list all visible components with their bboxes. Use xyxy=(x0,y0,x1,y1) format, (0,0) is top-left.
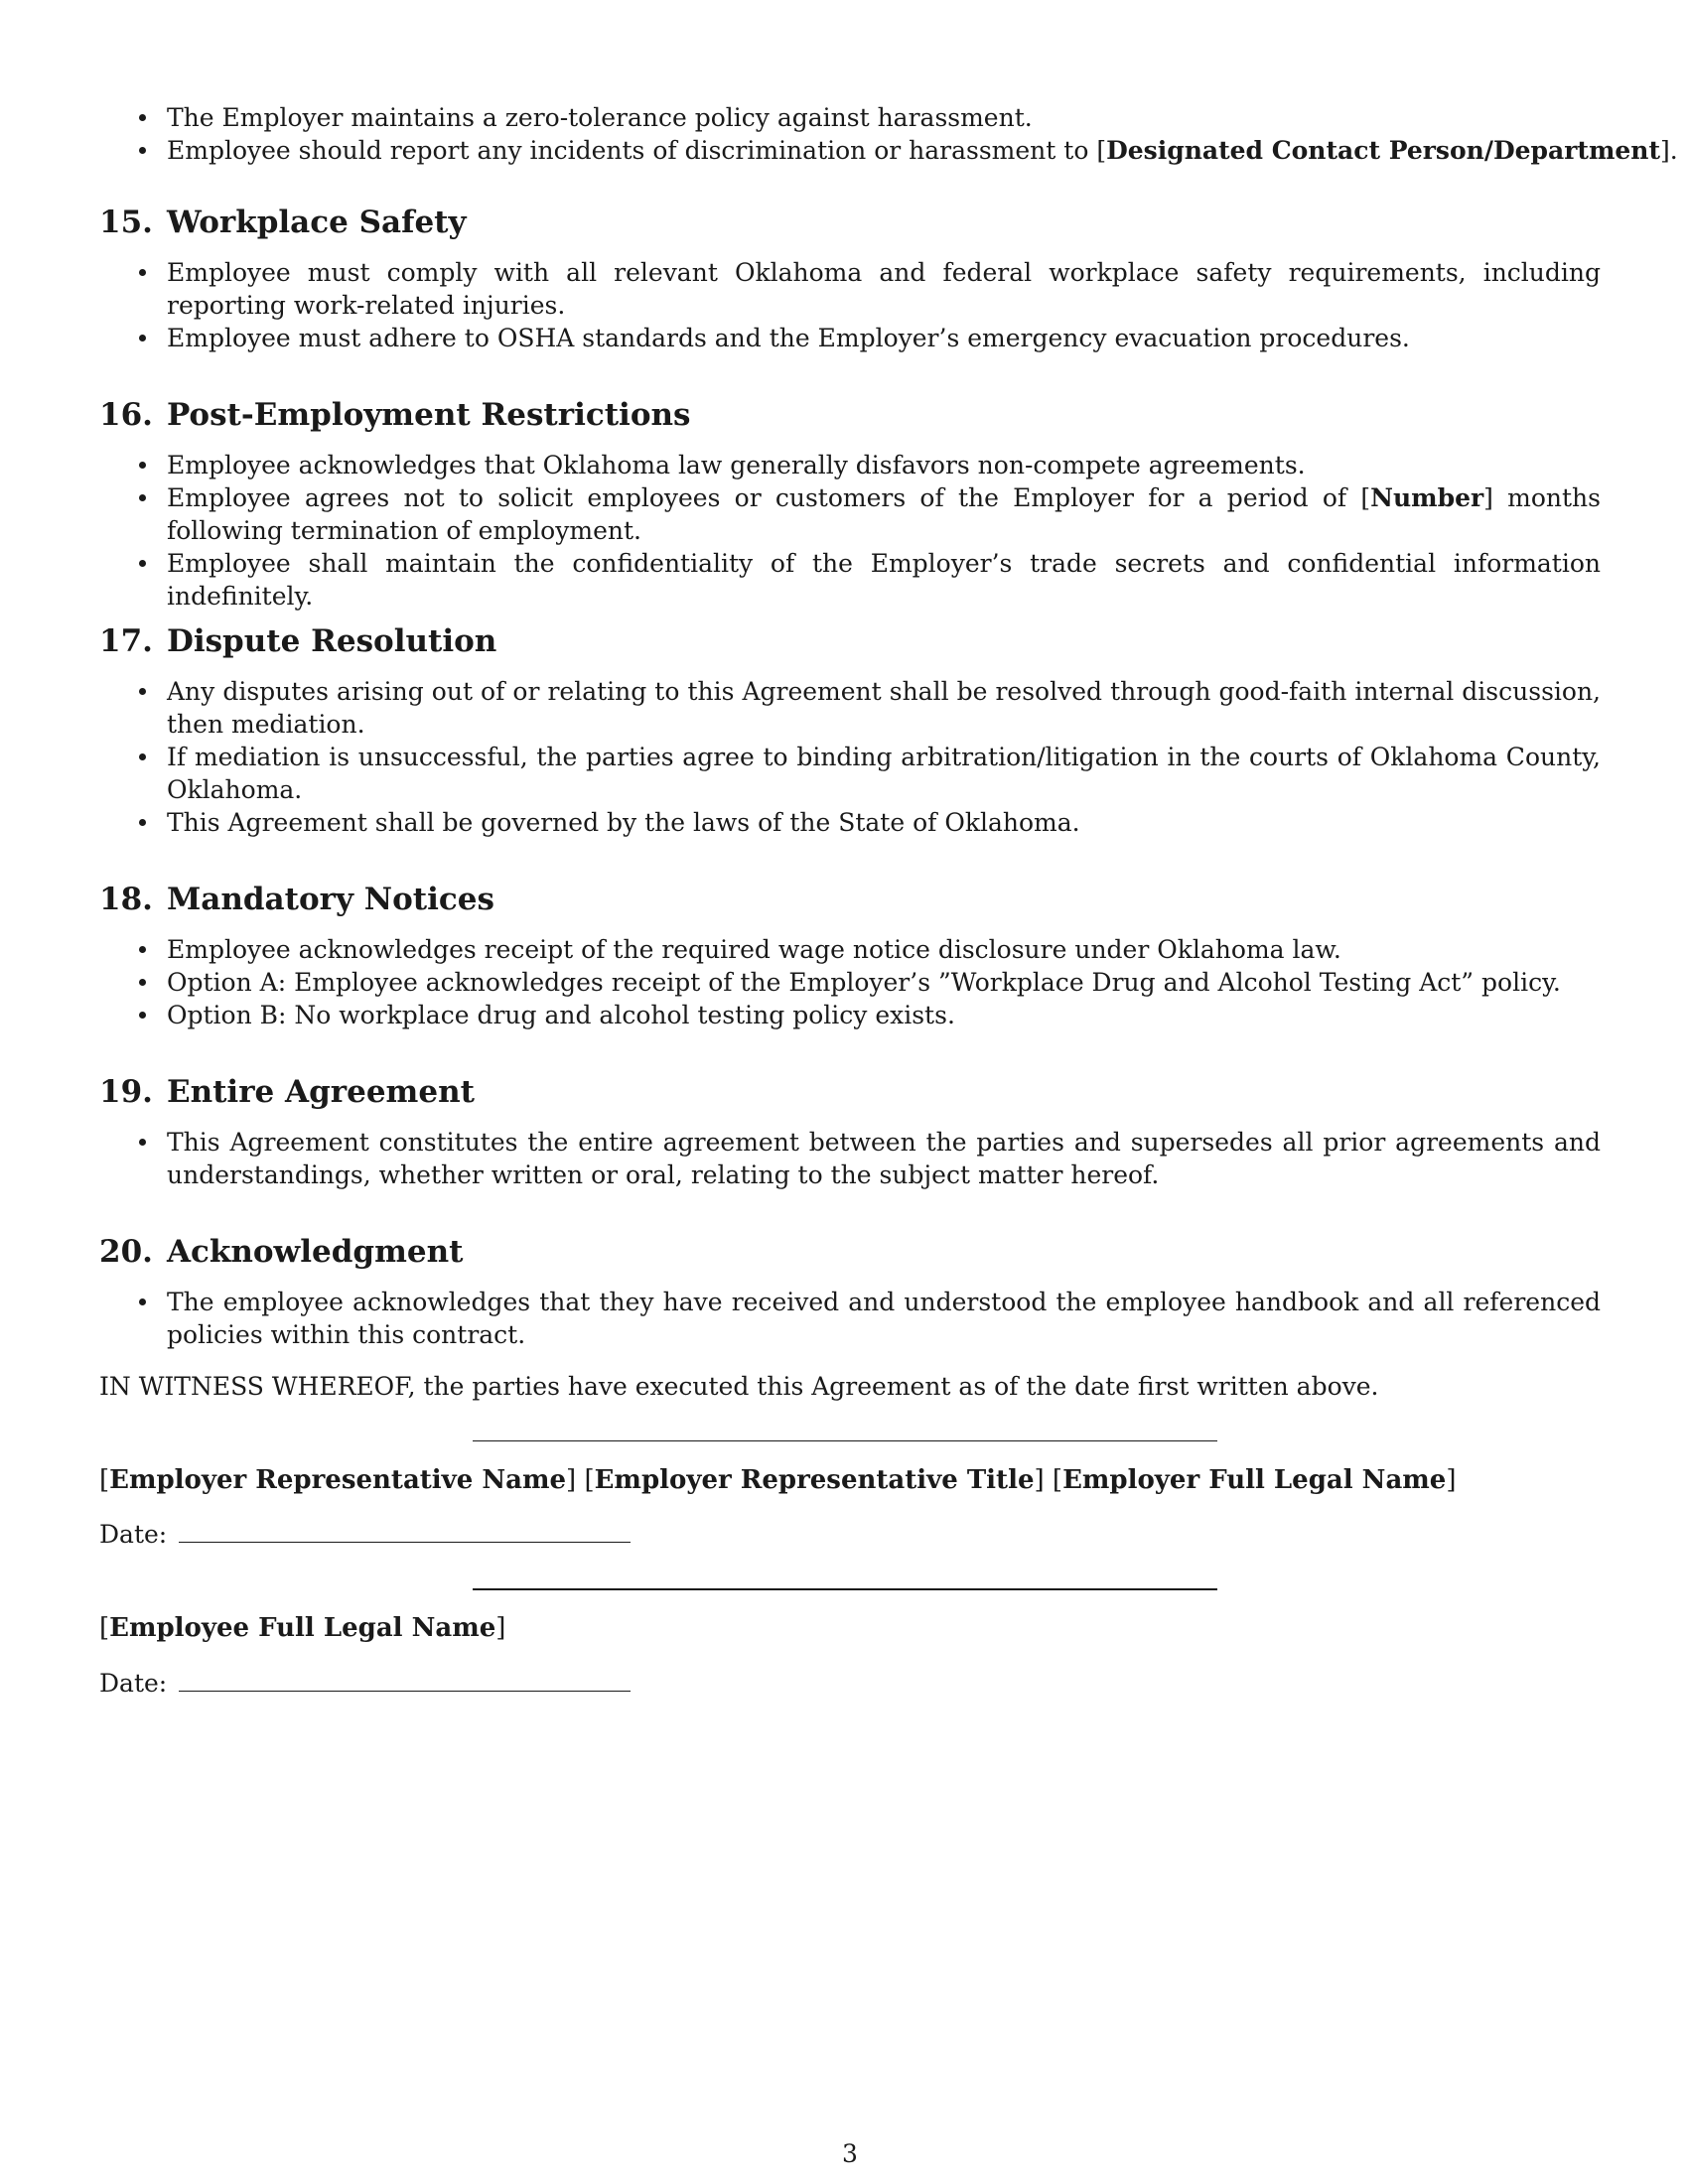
section-bullets xyxy=(99,256,1601,354)
employee-signature-line xyxy=(473,1588,1217,1590)
list-item: Employee shall maintain the confidentiality of the Employer’s trade secrets and confidential information indefinitely. xyxy=(99,547,1601,613)
section-bullets xyxy=(99,1126,1601,1191)
section-heading: 15. Workplace Safety xyxy=(99,205,467,240)
list-item: Option A: Employee acknowledges receipt of the Employer’s ”Workplace Drug and Alcohol Testing Act” policy. xyxy=(99,966,1601,999)
placeholder-field: Designated Contact Person/Department xyxy=(1106,136,1661,165)
list-item: This Agreement constitutes the entire agreement between the parties and supersedes all prior agreements and understandings, whether written or oral, relating to the subject matter hereof. xyxy=(99,1126,1601,1191)
section-heading: 19. Entire Agreement xyxy=(99,1074,475,1110)
section-heading: 17. Dispute Resolution xyxy=(99,623,497,659)
employer-rep-name: Employer Representative Name xyxy=(109,1465,567,1495)
placeholder-field: Number xyxy=(1370,483,1484,512)
harassment-bullets xyxy=(99,101,1678,167)
section-dispute-resolution xyxy=(99,621,1601,839)
section-workplace-safety xyxy=(99,203,1601,354)
section-heading: 20. Acknowledgment xyxy=(99,1234,464,1270)
list-item: This Agreement shall be governed by the laws of the State of Oklahoma. xyxy=(99,806,1601,839)
list-item: Employee must adhere to OSHA standards and the Employer’s emergency evacuation procedures. xyxy=(99,322,1601,354)
section-post-employment-restrictions xyxy=(99,395,1601,613)
list-item: The employee acknowledges that they have received and understood the employee handbook and all referenced policies within this contract. xyxy=(99,1286,1601,1351)
section-bullets xyxy=(99,1286,1601,1351)
date-label: Date: xyxy=(99,1520,168,1549)
list-item: If mediation is unsuccessful, the parties agree to binding arbitration/litigation in the courts of Oklahoma County, Oklahoma. xyxy=(99,741,1601,806)
list-item: The Employer maintains a zero-tolerance policy against harassment. xyxy=(99,101,1601,134)
list-item: Employee acknowledges that Oklahoma law generally disfavors non-compete agreements. xyxy=(99,449,1601,481)
section-acknowledgment xyxy=(99,1232,1601,1351)
employer-date-line xyxy=(179,1517,631,1543)
employer-signature-line xyxy=(473,1440,1217,1441)
employee-date-row xyxy=(99,1666,631,1700)
section-bullets xyxy=(99,449,1601,613)
list-item: Employee should report any incidents of discrimination or harassment to [Designated Contact Person/Department]. xyxy=(99,134,1601,167)
list-item: Employee agrees not to solicit employees or customers of the Employer for a period of [Number] months following termination of employment. xyxy=(99,481,1601,547)
section-entire-agreement xyxy=(99,1072,1601,1191)
page-number: 3 xyxy=(842,2139,858,2168)
list-item: Employee acknowledges receipt of the required wage notice disclosure under Oklahoma law. xyxy=(99,933,1601,966)
employer-signature-names: [Employer Representative Name] [Employer Representative Title] [Employer Full Legal Name] xyxy=(99,1465,1457,1495)
document-page xyxy=(99,0,1678,2184)
date-label: Date: xyxy=(99,1669,168,1698)
employer-legal-name: Employer Full Legal Name xyxy=(1062,1465,1447,1495)
employee-date-line xyxy=(179,1666,631,1692)
section-heading: 16. Post-Employment Restrictions xyxy=(99,397,691,433)
section-bullets xyxy=(99,933,1601,1031)
list-item: Option B: No workplace drug and alcohol testing policy exists. xyxy=(99,999,1601,1031)
employer-date-row xyxy=(99,1517,631,1551)
employee-signature-names: [Employee Full Legal Name] xyxy=(99,1613,506,1643)
list-item: Employee must comply with all relevant Oklahoma and federal workplace safety requirements, including reporting work-related injuries. xyxy=(99,256,1601,322)
witness-clause: IN WITNESS WHEREOF, the parties have executed this Agreement as of the date first written above. xyxy=(99,1372,1379,1401)
section-heading: 18. Mandatory Notices xyxy=(99,882,494,917)
section-mandatory-notices xyxy=(99,880,1601,1031)
list-item: Any disputes arising out of or relating to this Agreement shall be resolved through good-faith internal discussion, then mediation. xyxy=(99,675,1601,741)
section-bullets xyxy=(99,675,1601,839)
employer-rep-title: Employer Representative Title xyxy=(594,1465,1035,1495)
employee-legal-name: Employee Full Legal Name xyxy=(109,1613,496,1643)
